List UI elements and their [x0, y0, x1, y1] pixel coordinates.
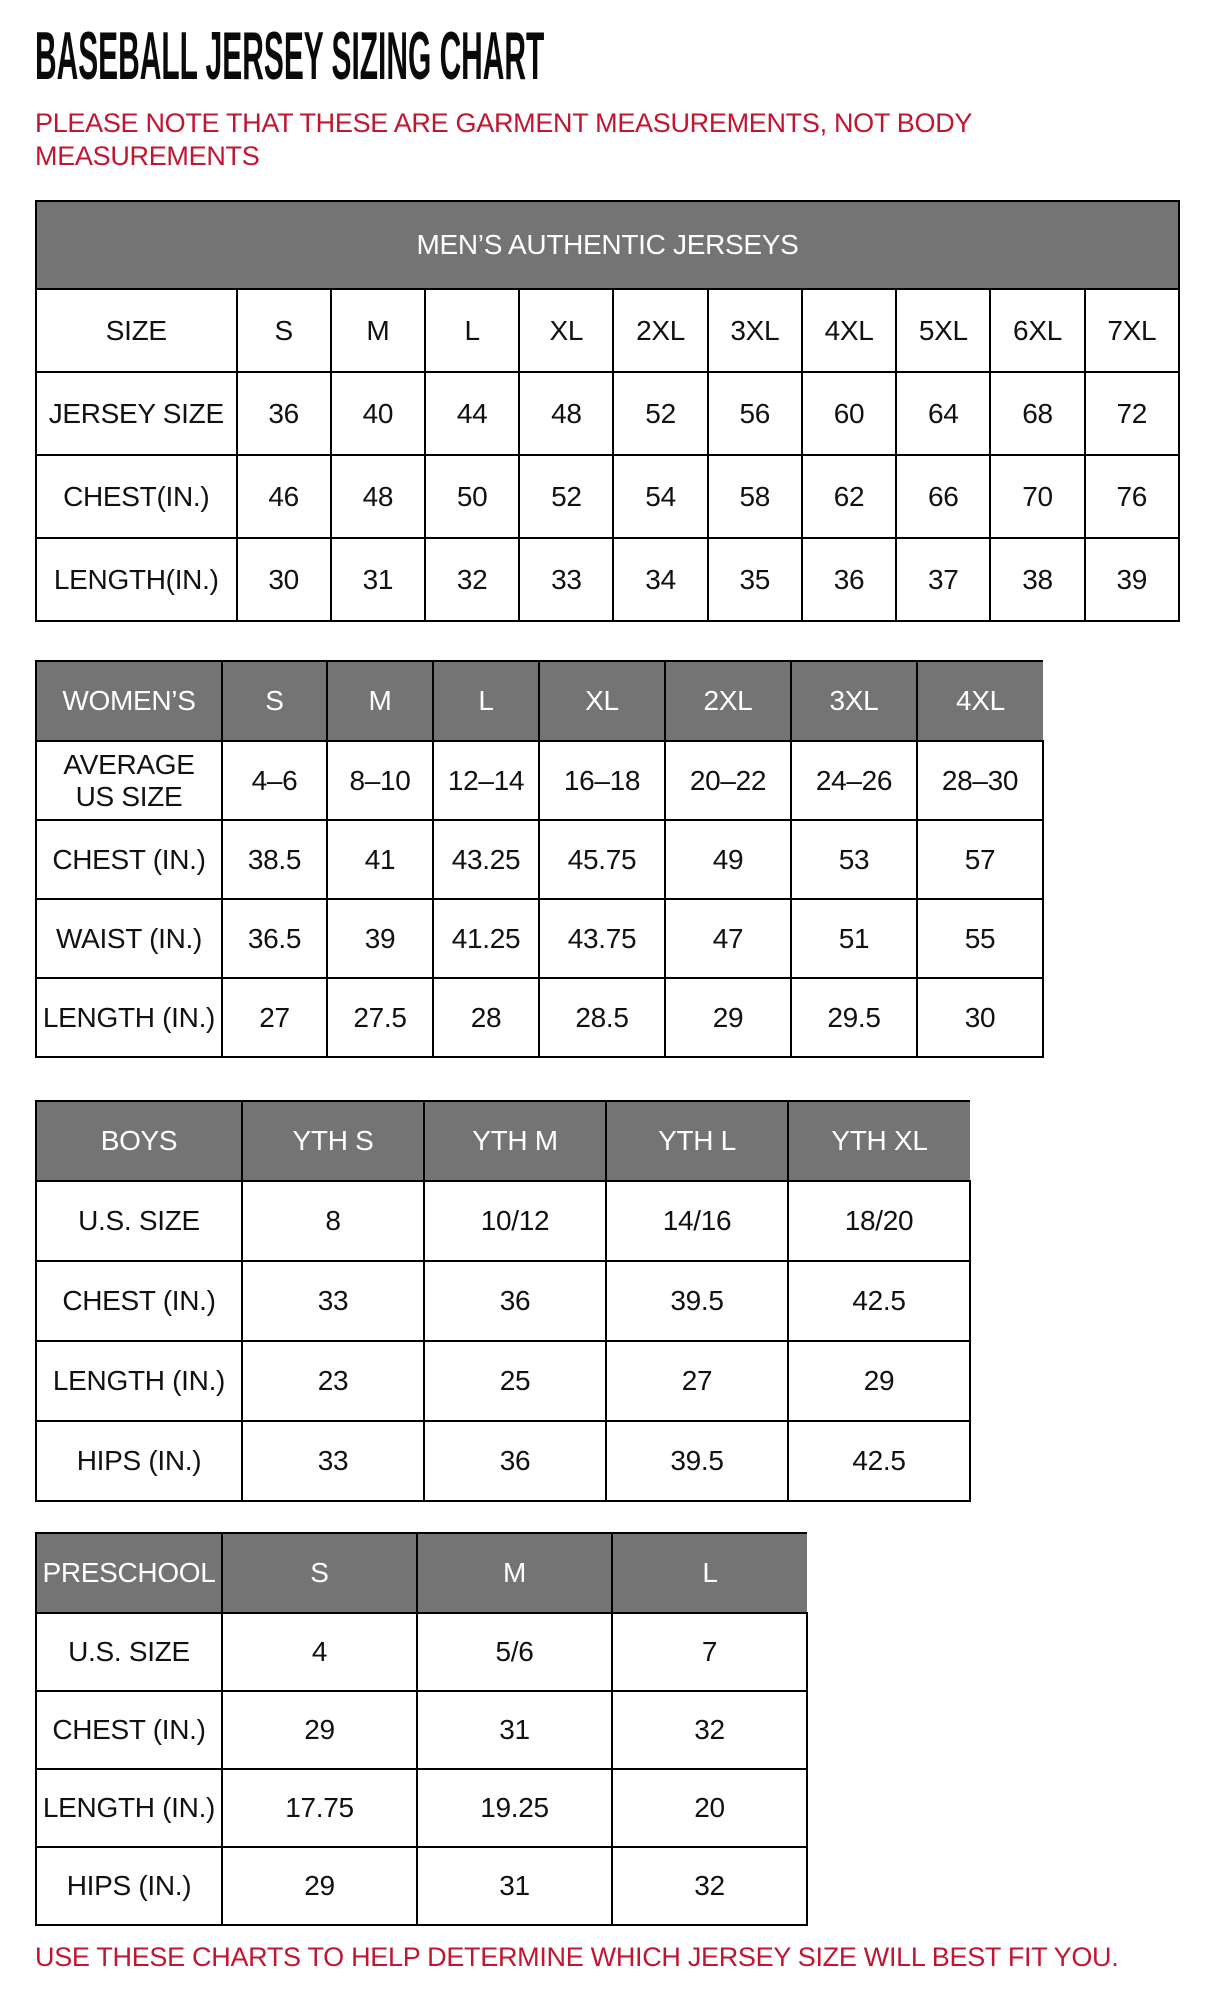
value-cell: 66: [896, 455, 990, 538]
value-cell: 57: [917, 820, 1043, 899]
size-column-header: 3XL: [708, 289, 802, 372]
value-cell: 28.5: [539, 978, 665, 1057]
value-cell: 41: [327, 820, 433, 899]
value-cell: 38.5: [222, 820, 327, 899]
value-cell: 52: [519, 455, 613, 538]
size-column-header: 3XL: [791, 661, 917, 741]
value-cell: 42.5: [788, 1261, 970, 1341]
value-cell: 58: [708, 455, 802, 538]
value-cell: 33: [519, 538, 613, 621]
preschool-header-label: PRESCHOOL: [36, 1533, 222, 1613]
size-column-header: 4XL: [802, 289, 896, 372]
table-row: [36, 372, 1179, 455]
boys-header-label: BOYS: [36, 1101, 242, 1181]
mens-size-header-row: [36, 289, 1179, 372]
value-cell: 49: [665, 820, 791, 899]
mens-sizing-table: [35, 200, 1180, 622]
size-column-header: L: [612, 1533, 807, 1613]
value-cell: 38: [990, 538, 1084, 621]
value-cell: 36.5: [222, 899, 327, 978]
row-label: U.S. SIZE: [36, 1181, 242, 1261]
value-cell: 7: [612, 1613, 807, 1691]
womens-sizing-table: [35, 660, 1044, 1058]
size-column-header: XL: [519, 289, 613, 372]
value-cell: 18/20: [788, 1181, 970, 1261]
womens-header-label: WOMEN’S: [36, 661, 222, 741]
size-column-header: YTH XL: [788, 1101, 970, 1181]
value-cell: 36: [237, 372, 331, 455]
value-cell: 4: [222, 1613, 417, 1691]
row-label: U.S. SIZE: [36, 1613, 222, 1691]
size-column-header: 5XL: [896, 289, 990, 372]
value-cell: 62: [802, 455, 896, 538]
value-cell: 60: [802, 372, 896, 455]
value-cell: 42.5: [788, 1421, 970, 1501]
value-cell: 39: [1085, 538, 1179, 621]
mens-table-title: MEN’S AUTHENTIC JERSEYS: [36, 201, 1179, 289]
size-column-header: 6XL: [990, 289, 1084, 372]
table-row: [36, 455, 1179, 538]
value-cell: 36: [424, 1261, 606, 1341]
value-cell: 32: [612, 1847, 807, 1925]
row-label: HIPS (IN.): [36, 1847, 222, 1925]
size-column-header: YTH S: [242, 1101, 424, 1181]
row-label: CHEST (IN.): [36, 1691, 222, 1769]
row-label: WAIST (IN.): [36, 899, 222, 978]
value-cell: 70: [990, 455, 1084, 538]
value-cell: 31: [417, 1691, 612, 1769]
value-cell: 34: [613, 538, 707, 621]
size-column-header: 2XL: [613, 289, 707, 372]
table-row: [36, 1421, 970, 1501]
row-label: CHEST(IN.): [36, 455, 237, 538]
value-cell: 28: [433, 978, 539, 1057]
value-cell: 48: [331, 455, 425, 538]
table-row: [36, 1181, 970, 1261]
value-cell: 12–14: [433, 741, 539, 820]
value-cell: 27.5: [327, 978, 433, 1057]
value-cell: 31: [417, 1847, 612, 1925]
size-column-header: S: [222, 1533, 417, 1613]
size-column-header: L: [425, 289, 519, 372]
value-cell: 55: [917, 899, 1043, 978]
table-row: [36, 899, 1043, 978]
value-cell: 28–30: [917, 741, 1043, 820]
row-label: CHEST (IN.): [36, 820, 222, 899]
value-cell: 33: [242, 1261, 424, 1341]
size-column-header: XL: [539, 661, 665, 741]
value-cell: 43.75: [539, 899, 665, 978]
value-cell: 50: [425, 455, 519, 538]
note-line-2: MEASUREMENTS: [35, 140, 260, 171]
page-title: BASEBALL JERSEY SIZING CHART: [35, 18, 545, 94]
size-column-header: L: [433, 661, 539, 741]
value-cell: 29: [665, 978, 791, 1057]
value-cell: 16–18: [539, 741, 665, 820]
value-cell: 30: [237, 538, 331, 621]
size-column-header: S: [237, 289, 331, 372]
value-cell: 30: [917, 978, 1043, 1057]
value-cell: 39.5: [606, 1421, 788, 1501]
size-column-header: 4XL: [917, 661, 1043, 741]
value-cell: 36: [802, 538, 896, 621]
size-column-header: M: [327, 661, 433, 741]
value-cell: 41.25: [433, 899, 539, 978]
value-cell: 47: [665, 899, 791, 978]
value-cell: 52: [613, 372, 707, 455]
value-cell: 54: [613, 455, 707, 538]
value-cell: 31: [331, 538, 425, 621]
value-cell: 24–26: [791, 741, 917, 820]
value-cell: 33: [242, 1421, 424, 1501]
note-line-1: PLEASE NOTE THAT THESE ARE GARMENT MEASUREMENTS, NOT BODY: [35, 107, 973, 138]
value-cell: 53: [791, 820, 917, 899]
mens-title-row: [36, 201, 1179, 289]
value-cell: 40: [331, 372, 425, 455]
table-row: [36, 820, 1043, 899]
row-label: HIPS (IN.): [36, 1421, 242, 1501]
row-label: JERSEY SIZE: [36, 372, 237, 455]
row-label: LENGTH (IN.): [36, 1769, 222, 1847]
value-cell: 44: [425, 372, 519, 455]
value-cell: 20: [612, 1769, 807, 1847]
value-cell: 76: [1085, 455, 1179, 538]
boys-header-row: [36, 1101, 970, 1181]
value-cell: 45.75: [539, 820, 665, 899]
value-cell: 32: [612, 1691, 807, 1769]
value-cell: 56: [708, 372, 802, 455]
row-label: AVERAGE US SIZE: [36, 741, 222, 820]
size-column-header: 2XL: [665, 661, 791, 741]
value-cell: 23: [242, 1341, 424, 1421]
value-cell: 35: [708, 538, 802, 621]
value-cell: 17.75: [222, 1769, 417, 1847]
value-cell: 64: [896, 372, 990, 455]
fit-advice-footer: USE THESE CHARTS TO HELP DETERMINE WHICH JERSEY SIZE WILL BEST FIT YOU.: [35, 1942, 1119, 1973]
size-column-header: S: [222, 661, 327, 741]
table-row: [36, 1691, 807, 1769]
value-cell: 4–6: [222, 741, 327, 820]
table-row: [36, 741, 1043, 820]
row-label: LENGTH(IN.): [36, 538, 237, 621]
value-cell: 68: [990, 372, 1084, 455]
value-cell: 32: [425, 538, 519, 621]
value-cell: 29: [222, 1691, 417, 1769]
value-cell: 5/6: [417, 1613, 612, 1691]
value-cell: 20–22: [665, 741, 791, 820]
value-cell: 39.5: [606, 1261, 788, 1341]
value-cell: 27: [606, 1341, 788, 1421]
table-row: [36, 538, 1179, 621]
boys-sizing-table: [35, 1100, 971, 1502]
value-cell: 43.25: [433, 820, 539, 899]
preschool-sizing-table: [35, 1532, 808, 1926]
row-label: CHEST (IN.): [36, 1261, 242, 1341]
table-row: [36, 1341, 970, 1421]
size-column-header: YTH L: [606, 1101, 788, 1181]
value-cell: 51: [791, 899, 917, 978]
value-cell: 8: [242, 1181, 424, 1261]
table-row: [36, 1261, 970, 1341]
row-label: SIZE: [36, 289, 237, 372]
value-cell: 8–10: [327, 741, 433, 820]
value-cell: 36: [424, 1421, 606, 1501]
value-cell: 29: [788, 1341, 970, 1421]
row-label: LENGTH (IN.): [36, 1341, 242, 1421]
size-column-header: YTH M: [424, 1101, 606, 1181]
row-label: LENGTH (IN.): [36, 978, 222, 1057]
value-cell: 27: [222, 978, 327, 1057]
value-cell: 37: [896, 538, 990, 621]
table-row: [36, 1847, 807, 1925]
womens-header-row: [36, 661, 1043, 741]
value-cell: 46: [237, 455, 331, 538]
value-cell: 25: [424, 1341, 606, 1421]
garment-measurements-note: [35, 107, 1115, 173]
value-cell: 10/12: [424, 1181, 606, 1261]
size-column-header: M: [417, 1533, 612, 1613]
value-cell: 19.25: [417, 1769, 612, 1847]
value-cell: 72: [1085, 372, 1179, 455]
table-row: [36, 1769, 807, 1847]
value-cell: 39: [327, 899, 433, 978]
value-cell: 14/16: [606, 1181, 788, 1261]
size-column-header: 7XL: [1085, 289, 1179, 372]
value-cell: 48: [519, 372, 613, 455]
table-row: [36, 1613, 807, 1691]
table-row: [36, 978, 1043, 1057]
preschool-header-row: [36, 1533, 807, 1613]
value-cell: 29: [222, 1847, 417, 1925]
value-cell: 29.5: [791, 978, 917, 1057]
size-column-header: M: [331, 289, 425, 372]
